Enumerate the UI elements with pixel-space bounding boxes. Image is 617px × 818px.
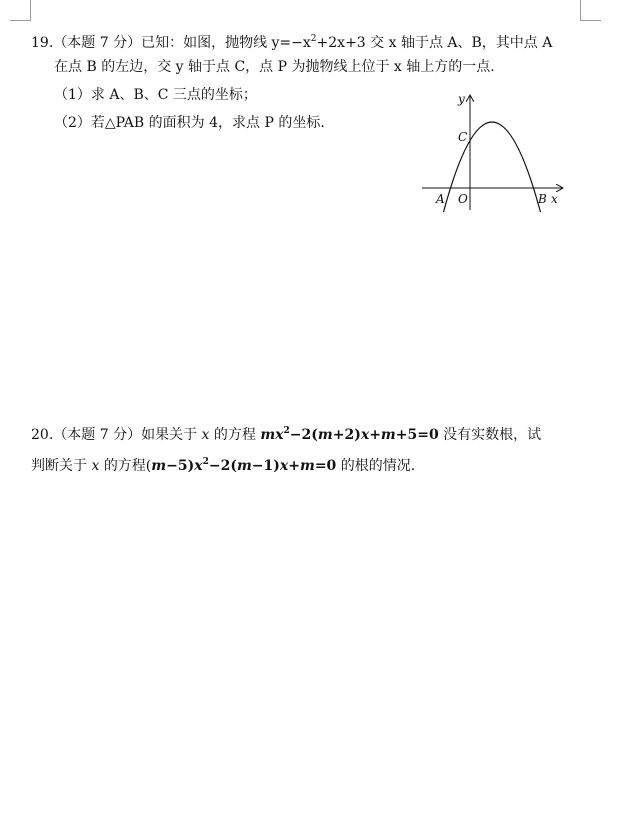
q19-number: 19. (31, 35, 54, 51)
eq1-part-c: +2) (332, 427, 361, 443)
y-axis-label: y (458, 92, 465, 106)
page-corner-mark-right (580, 0, 601, 21)
eq2-m: m (151, 458, 167, 474)
q20-equation-1 (260, 427, 438, 443)
eq1-x: x (360, 427, 370, 443)
q20-text-2c: 的根的情况. (340, 458, 416, 474)
q20-line-2 (31, 452, 415, 476)
eq2-m2: m (236, 458, 252, 474)
point-a-label: A (436, 192, 445, 206)
x-axis-label: x (551, 192, 558, 206)
q19-score: （本题 7 分） (53, 35, 142, 51)
q20-text-1a: 如果关于 (141, 427, 198, 443)
q20-score: （本题 7 分） (53, 427, 142, 443)
eq2-x2: x (279, 458, 289, 474)
eq2-part-e: =0 (314, 458, 337, 474)
eq2-part-a: −5) (166, 458, 195, 474)
eq1-mx: mx (260, 427, 284, 443)
q20-number: 20. (31, 427, 54, 443)
eq1-exponent: 2 (283, 426, 290, 436)
q20-var-x: x (201, 427, 210, 443)
q19-part-2: （2）若△PAB 的面积为 4，求点 P 的坐标. (54, 115, 325, 131)
origin-label: O (458, 192, 468, 206)
q20-text-2a: 判断关于 (31, 458, 87, 474)
eq1-plus: + (369, 427, 381, 443)
eq2-exponent: 2 (202, 457, 209, 467)
eq1-part-b: −2( (289, 427, 318, 443)
eq2-m3: m (299, 458, 315, 474)
q19-text-1b: +2x+3 交 x 轴于点 A、B，其中点 A (316, 35, 553, 51)
q20-text-1b: 的方程 (213, 427, 256, 443)
q20-text-1c: 没有实数根，试 (443, 427, 542, 443)
parabola-graph (420, 86, 570, 212)
page-corner-mark-left (10, 0, 31, 21)
q20-var-x-2: x (91, 458, 100, 474)
q20-text-2b: 的方程( (103, 458, 152, 474)
point-b-label: B (538, 192, 547, 206)
q20-line-1 (31, 421, 541, 445)
eq2-part-c: −1) (251, 458, 280, 474)
eq1-m: m (317, 427, 333, 443)
q19-exponent: 2 (310, 34, 317, 44)
eq2-part-b: −2( (208, 458, 237, 474)
q19-text-1a: 已知：如图，抛物线 y=−x (141, 35, 311, 51)
q19-line-1 (31, 29, 552, 53)
q19-line-2: 在点 B 的左边，交 y 轴于点 C，点 P 为抛物线上位于 x 轴上方的一点. (54, 59, 495, 75)
eq2-x: x (194, 458, 203, 474)
eq1-m2: m (380, 427, 396, 443)
eq1-part-e: +5=0 (395, 427, 439, 443)
eq2-plus: + (288, 458, 300, 474)
q19-part-1: （1）求 A、B、C 三点的坐标； (54, 87, 257, 103)
q20-equation-2 (151, 458, 336, 474)
point-c-label: C (458, 130, 468, 144)
